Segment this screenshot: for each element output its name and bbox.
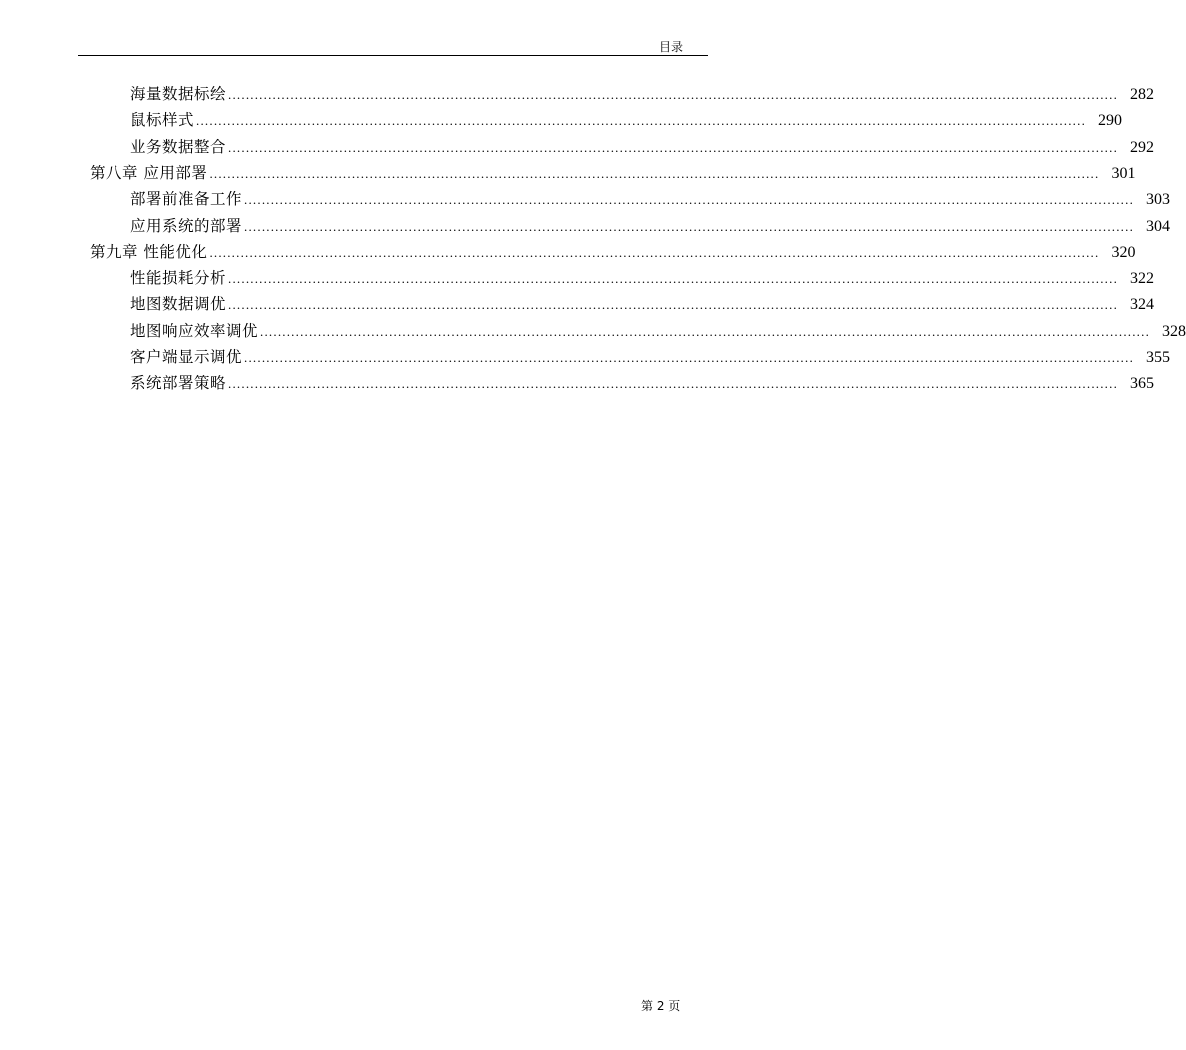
toc-entry-title: 性能损耗分析 [130,269,227,288]
toc-entry-title: 第九章 性能优化 [90,242,208,261]
toc-dot-leader: ........................................................................................................................................................................................................ [260,323,1151,339]
toc-dot-leader: ........................................................................................................................................................................................................ [209,165,1100,181]
toc-entry-title: 业务数据整合 [130,137,227,156]
toc-page-number: 292 [1130,138,1155,156]
toc-page-number: 324 [1130,296,1155,314]
toc-page-number: 320 [1111,243,1136,261]
toc-entry-title: 鼠标样式 [130,111,195,130]
toc-entry-title: 海量数据标绘 [130,85,227,103]
toc-entry-title: 地图响应效率调优 [130,321,259,340]
toc-dot-leader: ........................................................................................................................................................................................................ [244,192,1135,208]
toc-entry[interactable] [130,317,1186,341]
toc-page-number: 301 [1111,164,1136,182]
toc-entry[interactable] [130,343,1171,367]
toc-entry-title: 客户端显示调优 [130,348,243,366]
toc-entry-title: 地图数据调优 [130,295,227,314]
toc-page-number: 322 [1130,270,1155,288]
toc-page-number: 282 [1130,86,1155,103]
toc-page-number: 303 [1146,191,1171,209]
toc-chapter-entry[interactable] [90,159,1136,183]
toc-entry-title: 第八章 应用部署 [90,163,208,182]
toc-dot-leader: ........................................................................................................................................................................................................ [228,139,1119,155]
toc-entry[interactable] [130,212,1171,236]
toc-dot-leader: ........................................................................................................................................................................................................ [228,297,1119,313]
toc-entry[interactable] [130,106,1123,130]
toc-entry-title: 系统部署策略 [130,374,227,393]
toc-entry[interactable] [130,290,1155,314]
toc-entry[interactable] [130,264,1155,288]
toc-dot-leader: ........................................................................................................................................................................................................ [196,113,1087,129]
toc-entry[interactable] [130,80,1155,104]
toc-entry[interactable] [130,369,1155,393]
page-number-footer: 第 2 页 [641,999,681,1013]
toc-page-number: 355 [1146,349,1171,366]
toc-entry-title: 应用系统的部署 [130,216,243,235]
toc-dot-leader: ........................................................................................................................................................................................................ [244,350,1135,365]
toc-dot-leader: ........................................................................................................................................................................................................ [244,218,1135,234]
toc-dot-leader: ........................................................................................................................................................................................................ [228,87,1119,102]
toc-dot-leader: ........................................................................................................................................................................................................ [228,271,1119,287]
toc-page-number: 328 [1162,322,1186,340]
toc-dot-leader: ........................................................................................................................................................................................................ [228,376,1119,392]
toc-entry[interactable] [130,133,1155,157]
toc-entry[interactable] [130,185,1171,209]
running-header-title: 目录 [658,40,683,54]
header-divider [78,55,708,56]
toc-dot-leader: ........................................................................................................................................................................................................ [209,244,1100,260]
toc-page-number: 304 [1146,217,1171,235]
toc-page-number: 290 [1098,112,1123,130]
toc-chapter-entry[interactable] [90,238,1136,262]
toc-entry-title: 部署前准备工作 [130,190,243,209]
toc-page-number: 365 [1130,375,1155,393]
